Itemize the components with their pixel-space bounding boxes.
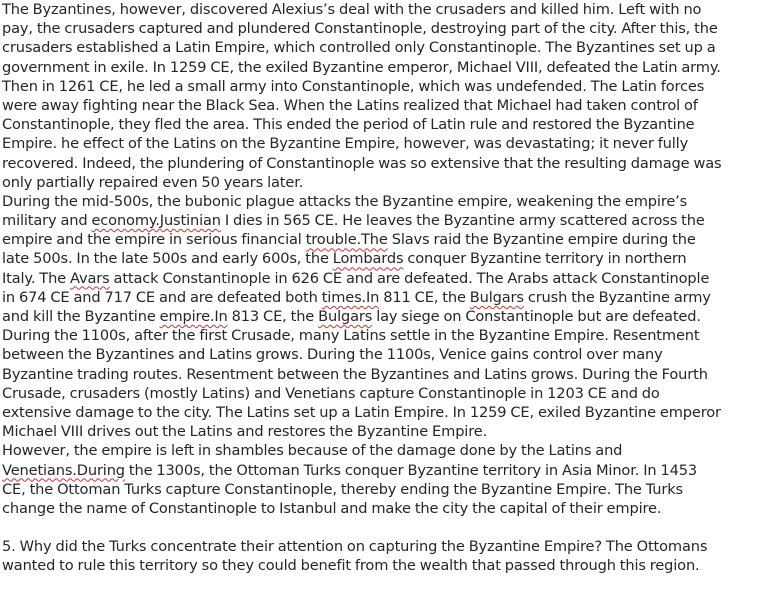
text-run: 811 CE, the: [379, 288, 470, 306]
text-run: crush the Byzantine army: [523, 288, 711, 306]
text-line: [2, 537, 756, 556]
text-line: [2, 0, 756, 19]
text-line: [2, 461, 756, 480]
paragraph: [2, 537, 756, 575]
text-run: Michael VIII drives out the Latins and restores the Byzantine Empire.: [2, 423, 488, 441]
text-run: only partially repaired even 50 years later.: [2, 173, 304, 191]
text-run: During the mid-500s, the bubonic plague attacks the Byzantine empire, weakening the empire’s: [2, 192, 688, 210]
text-run: conquer Byzantine territory in northern: [403, 250, 687, 268]
text-line: [2, 326, 756, 345]
text-run: wanted to rule this territory so they could benefit from the wealth that passed through this region.: [2, 557, 700, 575]
text-run: lay siege on Constantinople but are defeated.: [372, 308, 701, 325]
text-run: recovered. Indeed, the plundering of Constantinople was so extensive that the resulting damage was: [2, 154, 722, 172]
spellcheck-flagged-word: economy.Justinian: [91, 212, 221, 230]
text-line: [2, 249, 756, 268]
spellcheck-flagged-word: Avars: [70, 269, 110, 287]
text-run: 5. Why did the Turks concentrate their attention on capturing the Byzantine Empire? The Ottomans: [2, 538, 708, 556]
text-run: CE, the Ottoman Turks capture Constantinople, thereby ending the Byzantine Empire. The Turks: [2, 480, 683, 498]
text-run: between the Byzantines and Latins grows. During the 1100s, Venice gains control over many: [2, 346, 663, 364]
text-line: [2, 288, 756, 307]
spellcheck-flagged-word: empire.In: [159, 308, 228, 325]
spellcheck-flagged-word: Venetians.During: [2, 461, 125, 479]
paragraph: [2, 0, 756, 192]
text-line: [2, 192, 756, 211]
text-line: [2, 345, 756, 364]
spellcheck-flagged-word: times.In: [321, 288, 380, 306]
text-run: Empire. he effect of the Latins on the Byzantine Empire, however, was devastating; it never fully: [2, 135, 689, 153]
text-run: and kill the Byzantine: [2, 308, 160, 325]
text-line: [2, 115, 756, 134]
text-run: However, the empire is left in shambles because of the damage done by the Latins and: [2, 442, 623, 460]
text-run: Constantinople, they fled the area. This ended the period of Latin rule and restored the Byzantine: [2, 116, 695, 134]
text-run: Then in 1261 CE, he led a small army into Constantinople, which was undefended. The Latin forces: [2, 77, 705, 95]
text-run: The Byzantines, however, discovered Alexius’s deal with the crusaders and killed him. Left with no: [2, 1, 702, 18]
text-run: were away fighting near the Black Sea. When the Latins realized that Michael had taken control of: [2, 96, 698, 114]
text-run: the 1300s, the Ottoman Turks conquer Byzantine territory in Asia Minor. In 1453: [124, 461, 697, 479]
text-run: During the 1100s, after the first Crusade, many Latins settle in the Byzantine Empire. Resentment: [2, 327, 700, 345]
text-run: Italy. The: [2, 269, 70, 287]
text-line: [2, 134, 756, 153]
text-line: [2, 480, 756, 499]
text-run: pay, the crusaders captured and plundered Constantinople, destroying part of the city. After this, the: [2, 20, 718, 38]
text-run: crusaders established a Latin Empire, which controlled only Constantinople. The Byzantines set up a: [2, 39, 716, 57]
text-run: Slavs raid the Byzantine empire during the: [387, 231, 696, 249]
text-run: military and: [2, 212, 92, 230]
text-run: empire and the empire in serious financial: [2, 231, 306, 249]
text-line: [2, 77, 756, 96]
text-run: attack Constantinople in 626 CE and are defeated. The Arabs attack Constantinople: [109, 269, 710, 287]
paragraph: [2, 326, 756, 441]
paragraph: [2, 192, 756, 326]
text-line: [2, 384, 756, 403]
text-line: [2, 173, 756, 192]
text-line: [2, 499, 756, 518]
text-line: [2, 38, 756, 57]
text-run: in 674 CE and 717 CE and are defeated both: [2, 288, 322, 306]
text-line: [2, 19, 756, 38]
text-run: change the name of Constantinople to Istanbul and make the city the capital of their empire.: [2, 499, 662, 517]
text-line: [2, 365, 756, 384]
text-run: extensive damage to the city. The Latins set up a Latin Empire. In 1259 CE, exiled Byzantine emperor: [2, 403, 721, 421]
spellcheck-flagged-word: Bulgars: [469, 288, 524, 306]
text-line: [2, 230, 756, 249]
spellcheck-flagged-word: Lombards: [332, 250, 404, 268]
document-body: [2, 0, 756, 576]
text-run: I dies in 565 CE. He leaves the Byzantine army scattered across the: [220, 212, 705, 230]
text-line: [2, 422, 756, 441]
spellcheck-flagged-word: trouble.The: [305, 231, 388, 249]
text-run: Byzantine trading routes. Resentment between the Byzantines and Latins grows. During the Fourth: [2, 365, 708, 383]
blank-line: [2, 518, 756, 537]
text-run: Crusade, crusaders (mostly Latins) and Venetians capture Constantinople in 1203 CE and do: [2, 384, 660, 402]
text-line: [2, 269, 756, 288]
text-line: [2, 403, 756, 422]
text-line: [2, 154, 756, 173]
text-run: late 500s. In the late 500s and early 600s, the: [2, 250, 333, 268]
spellcheck-flagged-word: Bulgars: [318, 308, 373, 325]
text-line: [2, 556, 756, 575]
text-line: [2, 211, 756, 230]
paragraph: [2, 441, 756, 518]
text-run: 813 CE, the: [227, 308, 319, 325]
text-line: [2, 58, 756, 77]
text-line: [2, 441, 756, 460]
text-run: government in exile. In 1259 CE, the exiled Byzantine emperor, Michael VIII, defeated the Latin army.: [2, 58, 721, 76]
text-line: [2, 96, 756, 115]
text-line: [2, 307, 756, 326]
